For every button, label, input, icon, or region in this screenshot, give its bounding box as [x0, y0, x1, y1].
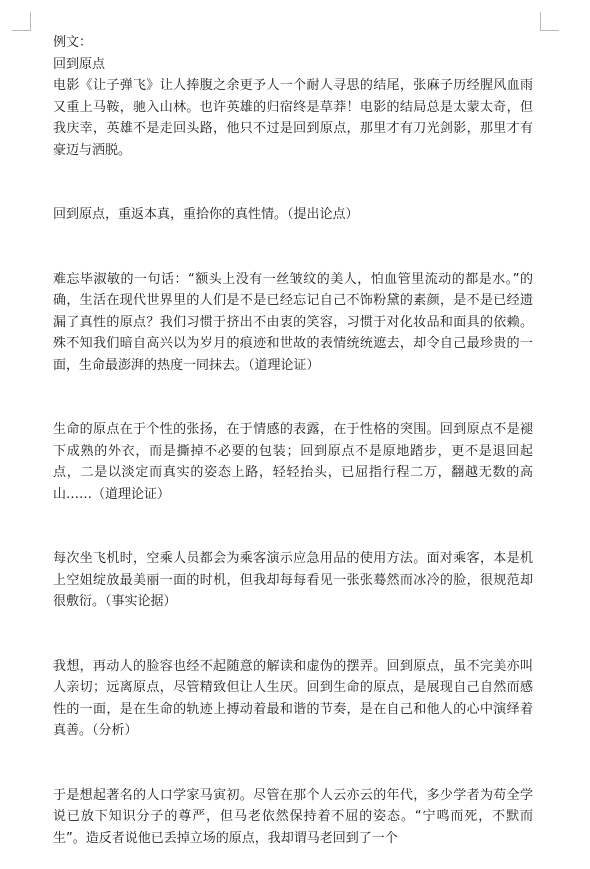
- paragraph-spacer: [53, 161, 533, 204]
- paragraph-reasoning-1: 难忘毕淑敏的一句话：“额头上没有一丝皱纹的美人，怕血管里流动的都是水。”的确，生活在现代世界里的人们是不是已经忘记自己不饰粉黛的素颜，是不是已经遗漏了真性的原点？我们习惯于挤出不由衷的笑容，习惯于对化妆品和面具的依赖。殊不知我们暗自高兴以为岁月的痕迹和世故的表情统统遮去，却令自己最珍贵的一面，生命最澎湃的热度一同抹去。（道理论证）: [53, 271, 533, 373]
- crop-mark-top-left: [12, 12, 31, 31]
- essay-title: 回到原点: [53, 56, 106, 72]
- paragraph-intro: 电影《让子弹飞》让人捧腹之余更予人一个耐人寻思的结尾，张麻子历经腥风血雨又重上马鞍，驰入山林。也许英雄的归宿终是草莽！电影的结局总是太蒙太奇，但我庆幸，英雄不是走回头路，他只不过是回到原点，那里才有刀光剑影，那里才有豪迈与洒脱。: [53, 78, 533, 158]
- paragraph-spacer: [53, 226, 533, 269]
- paragraph-spacer: [53, 505, 533, 548]
- paragraph-example-ma-yinchu: 于是想起著名的人口学家马寅初。尽管在那个人云亦云的年代，多少学者为苟全学说已放下知识分子的尊严，但马老依然保持着不屈的姿态。“宁鸣而死，不默而生”。造反者说他已丢掉立场的原点，我却谓马老回到了一个: [53, 787, 533, 846]
- paragraph-thesis: 回到原点，重返本真，重拾你的真性情。（提出论点）: [53, 207, 359, 222]
- crop-mark-top-right: [540, 12, 559, 31]
- paragraph-evidence: 每次坐飞机时，空乘人员都会为乘客演示应急用品的使用方法。面对乘客，本是机上空姐绽放最美丽一面的时机，但我却每每看见一张张蓦然而冰冷的脸，很规范却很敷衍。（事实论据）: [53, 551, 533, 609]
- paragraph-spacer: [53, 376, 533, 419]
- paragraph-analysis: 我想，再动人的脸容也经不起随意的解读和虚伪的摆弄。回到原点，虽不完美亦叫人亲切；远离原点，尽管精致但让人生厌。回到生命的原点，是展现自己自然而感性的一面，是在生命的轨迹上搏动着最和谐的节奏，是在自己和他人的心中演绎着真善。（分析）: [53, 658, 533, 738]
- paragraph-reasoning-2: 生命的原点在于个性的张扬，在于情感的表露，在于性格的突围。回到原点不是褪下成熟的外衣，而是撕掉不必要的包装；回到原点不是原地踏步，更不是退回起点，二是以淡定而真实的姿态上路，轻轻抬头，已屈指行程二万，翻越无数的高山……（道理论证）: [53, 422, 533, 502]
- paragraph-spacer: [53, 742, 533, 785]
- example-label: 例文：: [53, 35, 93, 50]
- paragraph-spacer: [53, 613, 533, 656]
- document-body: [53, 32, 533, 849]
